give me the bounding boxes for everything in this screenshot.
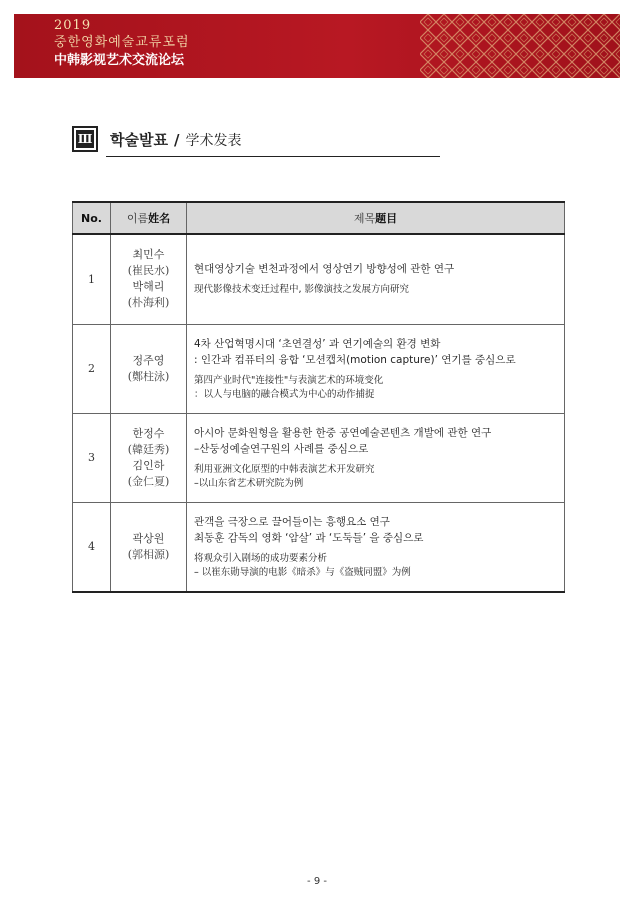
title-ko-line: 아시아 문화원형을 활용한 한중 공연예술콘텐츠 개발에 관한 연구	[194, 426, 492, 439]
presenter-name-ko: 정주영	[132, 353, 165, 367]
table-row	[73, 234, 565, 324]
presenter-name-ko: 곽상원	[132, 531, 165, 545]
header-title-zh: 题目	[375, 212, 398, 225]
presenter-name-ko: 박해리	[132, 280, 165, 294]
table-row	[73, 324, 565, 413]
title-zh-line: – 以崔东勋导演的电影《暗杀》与《盗贼同盟》为例	[194, 566, 411, 578]
title-ko-line: : 인간과 컴퓨터의 융합 ‘모션캡처(motion capture)’ 연기를 중심으로	[194, 353, 516, 366]
section-title-zh: 学术发表	[185, 133, 242, 149]
title-ko-line: 최동훈 감독의 영화 ‘암살’ 과 ‘도둑들’ 을 중심으로	[194, 531, 424, 544]
presenter-name-ko: 최민수	[132, 248, 165, 262]
presenter-name-ko: 한정수	[132, 426, 165, 440]
header-title-ko: 제목	[353, 212, 376, 225]
presenter-name-ko: 김인하	[132, 458, 165, 472]
section-title-separator: /	[173, 131, 180, 149]
presenter-name-zh: (崔民水)	[127, 264, 170, 278]
forum-logo	[54, 18, 190, 70]
section-title	[110, 130, 241, 151]
header-name-zh: 姓名	[148, 212, 171, 225]
presenter-name-zh: (郭相源)	[127, 547, 170, 561]
section-title-ko: 학술발표	[110, 131, 168, 149]
banner-year: 2019	[54, 18, 92, 33]
presenter-names	[111, 413, 187, 502]
row-number: 4	[73, 502, 111, 592]
title-ko-line: 관객을 극장으로 끌어들이는 흥행요소 연구	[194, 515, 390, 528]
presentation-table	[72, 201, 565, 593]
title-zh-line: 第四产业时代"连接性"与表演艺术的环境变化	[194, 374, 384, 386]
presentation-titles	[187, 502, 565, 592]
presenter-name-zh: (鄭柱泳)	[127, 369, 170, 383]
row-number: 1	[73, 234, 111, 324]
presenter-name-zh: (朴海利)	[127, 296, 170, 310]
presentation-titles	[187, 324, 565, 413]
header-name-ko: 이름	[126, 212, 149, 225]
lattice-pattern-icon	[420, 14, 620, 78]
presentation-titles	[187, 413, 565, 502]
title-zh-line: 利用亚洲文化原型的中韩表演艺术开发研究	[194, 463, 375, 475]
presenter-name-zh: (金仁夏)	[127, 474, 170, 488]
presenter-name-zh: (韓廷秀)	[127, 442, 170, 456]
table-header-row	[73, 202, 565, 234]
section-numeral: Ⅲ	[77, 132, 93, 146]
presenter-names	[111, 234, 187, 324]
section-numeral-badge	[72, 126, 98, 152]
table-row	[73, 502, 565, 592]
section-underline	[106, 156, 440, 157]
row-number: 3	[73, 413, 111, 502]
header-banner	[14, 14, 620, 78]
presenter-names	[111, 324, 187, 413]
header-title	[187, 202, 565, 234]
section-heading	[72, 124, 440, 158]
title-zh-line: 将观众引入剧场的成功要素分析	[194, 552, 328, 564]
presenter-names	[111, 502, 187, 592]
title-zh-line: ：以人与电脑的融合模式为中心的动作捕捉	[194, 388, 375, 400]
header-name	[111, 202, 187, 234]
row-number: 2	[73, 324, 111, 413]
title-ko-line: 4차 산업혁명시대 ‘초연결성’ 과 연기예술의 환경 변화	[194, 337, 441, 350]
title-ko-line: –산둥성예술연구원의 사례를 중심으로	[194, 442, 369, 455]
banner-title-zh: 中韩影视艺术交流论坛	[54, 53, 185, 68]
table-row	[73, 413, 565, 502]
banner-title-ko: 중한영화예술교류포럼	[54, 35, 190, 50]
header-no: No.	[73, 202, 111, 234]
page-number: - 9 -	[307, 876, 327, 887]
title-zh-line: 现代影像技术变迁过程中, 影像演技之发展方向研究	[194, 284, 410, 296]
title-ko-line: 현대영상기술 변천과정에서 영상연기 방향성에 관한 연구	[194, 263, 455, 276]
title-zh-line: –以山东省艺术研究院为例	[194, 477, 304, 489]
presentation-titles	[187, 234, 565, 324]
